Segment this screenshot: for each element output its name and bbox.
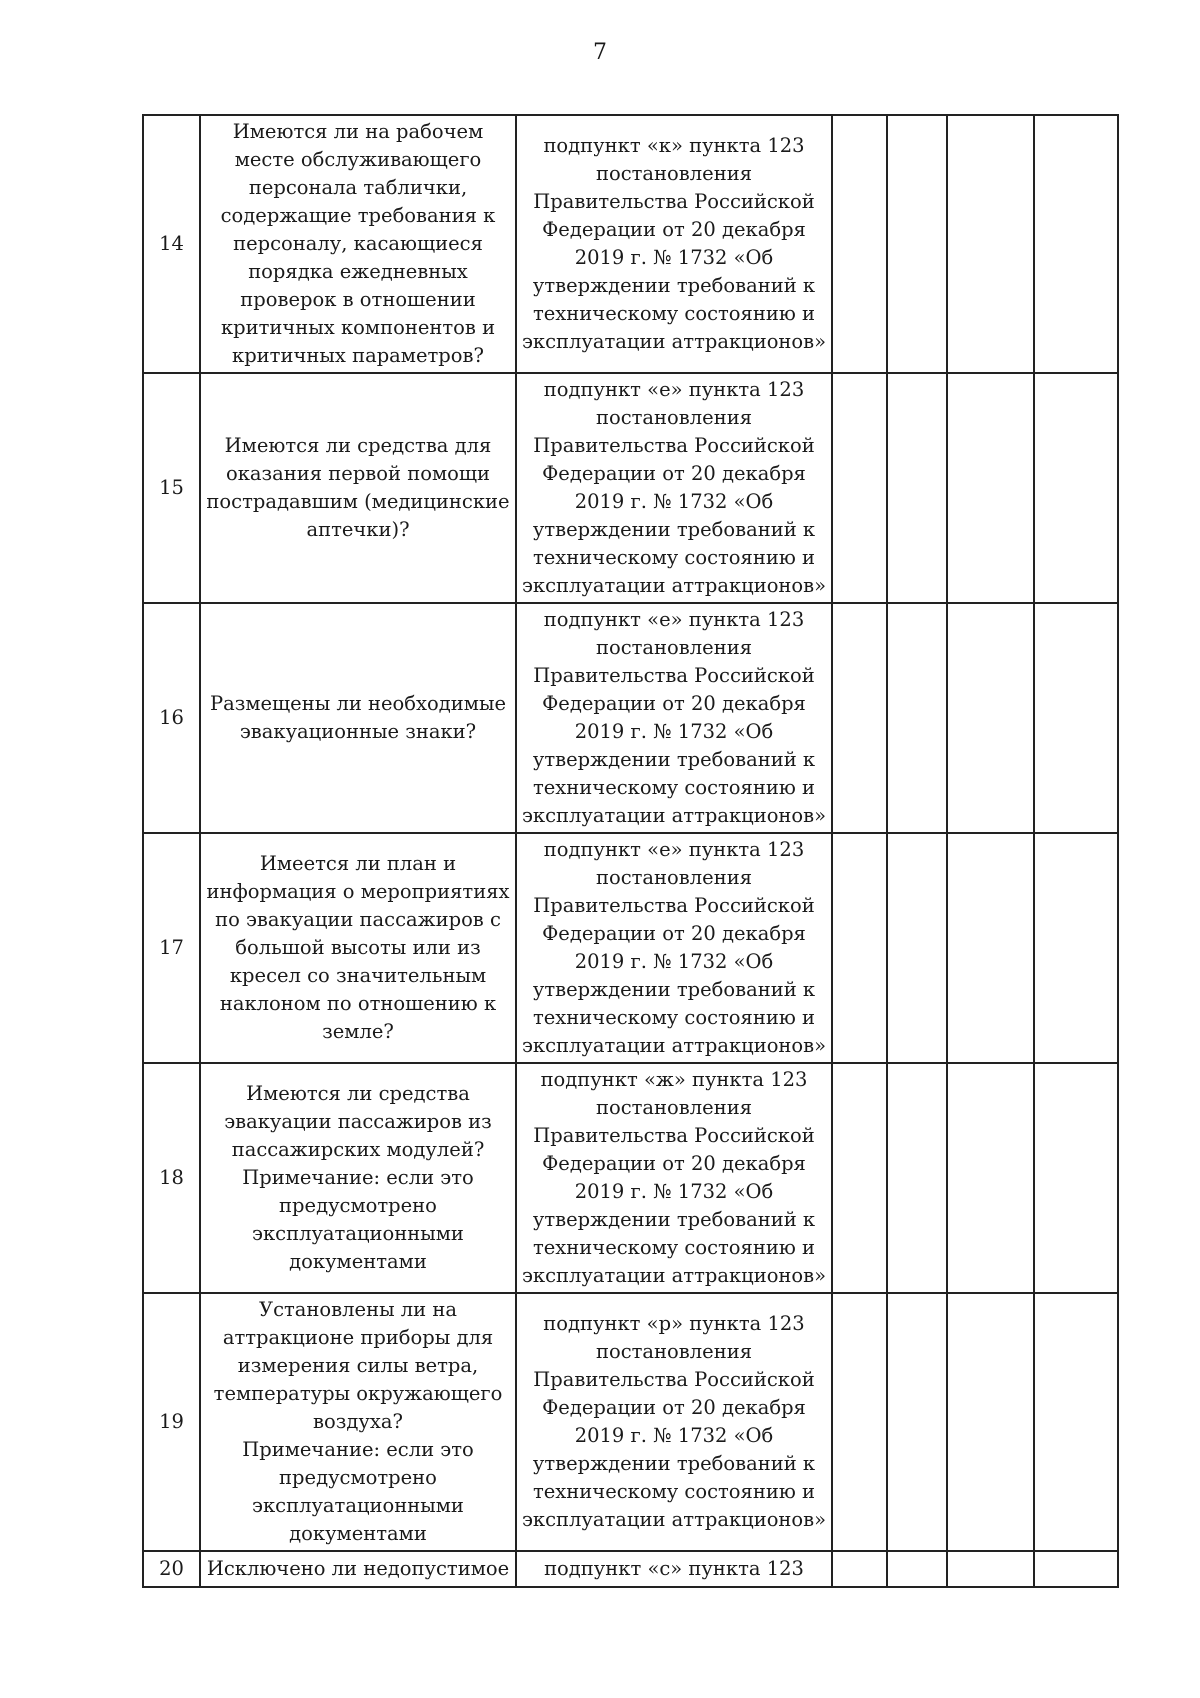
reference-text-line: постановления: [595, 1096, 752, 1119]
question-text-line: содержащие требования к: [220, 204, 496, 227]
reference-text-line: подпункт «р» пункта 123: [543, 1312, 805, 1335]
reference-text-line: эксплуатации аттракционов»: [522, 1264, 827, 1287]
not-applicable-cell: [947, 115, 1034, 373]
reference-cell: [516, 1063, 832, 1293]
question-text-line: большой высоты или из: [235, 936, 481, 959]
table-row: [143, 1551, 1118, 1587]
table-row: [143, 115, 1118, 373]
answer-no-cell: [887, 603, 947, 833]
question-text-line: воздуха?: [313, 1410, 403, 1433]
reference-text-line: Федерации от 20 декабря: [542, 692, 806, 715]
note-cell: [1034, 1293, 1118, 1551]
question-text-line: критичных компонентов и: [220, 316, 496, 339]
question-text-line: Имеются ли на рабочем: [232, 120, 484, 143]
answer-no-cell: [887, 373, 947, 603]
reference-text-line: 2019 г. № 1732 «Об: [574, 246, 774, 269]
question-text-line: предусмотрено: [279, 1466, 437, 1489]
question-text-line: пассажирских модулей?: [231, 1138, 485, 1161]
question-text-line: проверок в отношении: [240, 288, 476, 311]
answer-yes-cell: [832, 115, 887, 373]
reference-cell: [516, 1551, 832, 1587]
reference-text-line: Федерации от 20 декабря: [542, 462, 806, 485]
reference-text-line: техническому состоянию и: [532, 302, 816, 325]
question-text-line: пострадавшим (медицинские: [206, 490, 510, 513]
reference-text-line: подпункт «е» пункта 123: [543, 608, 805, 631]
reference-cell: [516, 833, 832, 1063]
not-applicable-cell: [947, 1293, 1034, 1551]
question-text-line: аптечки)?: [306, 518, 410, 541]
note-cell: [1034, 833, 1118, 1063]
reference-text-line: техническому состоянию и: [532, 1480, 816, 1503]
question-text-line: порядка ежедневных: [248, 260, 468, 283]
reference-text-line: Правительства Российской: [533, 190, 815, 213]
row-number: 17: [143, 833, 200, 1063]
row-number: 19: [143, 1293, 200, 1551]
note-cell: [1034, 373, 1118, 603]
answer-yes-cell: [832, 1551, 887, 1587]
reference-text-line: 2019 г. № 1732 «Об: [574, 490, 774, 513]
reference-text-line: постановления: [595, 866, 752, 889]
question-text-line: аттракционе приборы для: [222, 1326, 494, 1349]
question-text-line: информация о мероприятиях: [206, 880, 510, 903]
note-cell: [1034, 115, 1118, 373]
reference-text-line: эксплуатации аттракционов»: [522, 1034, 827, 1057]
reference-text-line: Федерации от 20 декабря: [542, 218, 806, 241]
question-text-line: эвакуационные знаки?: [239, 720, 477, 743]
question-text-line: Размещены ли необходимые: [209, 692, 507, 715]
reference-text-line: постановления: [595, 406, 752, 429]
page-number: 7: [593, 40, 607, 65]
question-text-line: кресел со значительным: [229, 964, 487, 987]
checklist-rows: [143, 115, 1118, 1587]
question-text-line: по эвакуации пассажиров с: [215, 908, 501, 931]
reference-text-line: подпункт «ж» пункта 123: [540, 1068, 808, 1091]
question-cell: [200, 603, 516, 833]
table-row: [143, 833, 1118, 1063]
reference-text-line: Федерации от 20 декабря: [542, 1152, 806, 1175]
question-text-line: месте обслуживающего: [234, 148, 482, 171]
not-applicable-cell: [947, 1551, 1034, 1587]
reference-text-line: 2019 г. № 1732 «Об: [574, 720, 774, 743]
note-cell: [1034, 603, 1118, 833]
question-text-line: Исключено ли недопустимое: [206, 1557, 510, 1580]
checklist-table: [142, 114, 1119, 1588]
reference-text-line: постановления: [595, 162, 752, 185]
question-text-line: оказания первой помощи: [225, 462, 490, 485]
answer-yes-cell: [832, 373, 887, 603]
answer-yes-cell: [832, 1293, 887, 1551]
question-text-line: температуры окружающего: [213, 1382, 503, 1405]
reference-text-line: Правительства Российской: [533, 434, 815, 457]
reference-text-line: эксплуатации аттракционов»: [522, 804, 827, 827]
reference-cell: [516, 1293, 832, 1551]
not-applicable-cell: [947, 373, 1034, 603]
table-row: [143, 1063, 1118, 1293]
not-applicable-cell: [947, 1063, 1034, 1293]
reference-cell: [516, 115, 832, 373]
answer-yes-cell: [832, 833, 887, 1063]
reference-text-line: 2019 г. № 1732 «Об: [574, 1180, 774, 1203]
row-number: 14: [143, 115, 200, 373]
reference-text-line: утверждении требований к: [532, 1452, 816, 1475]
reference-text-line: Федерации от 20 декабря: [542, 1396, 806, 1419]
reference-text-line: подпункт «е» пункта 123: [543, 838, 805, 861]
row-number: 20: [143, 1551, 200, 1587]
question-text-line: земле?: [322, 1020, 394, 1043]
reference-text-line: Правительства Российской: [533, 894, 815, 917]
reference-cell: [516, 603, 832, 833]
answer-no-cell: [887, 1551, 947, 1587]
question-text-line: документами: [289, 1522, 427, 1545]
table-row: [143, 1293, 1118, 1551]
question-cell: [200, 373, 516, 603]
reference-text-line: постановления: [595, 1340, 752, 1363]
question-text-line: критичных параметров?: [232, 344, 484, 367]
row-number: 18: [143, 1063, 200, 1293]
answer-yes-cell: [832, 1063, 887, 1293]
question-text-line: персонала таблички,: [248, 176, 468, 199]
question-text-line: Имеется ли план и: [259, 852, 457, 875]
reference-text-line: утверждении требований к: [532, 518, 816, 541]
question-text-line: эксплуатационными: [252, 1494, 464, 1517]
reference-text-line: эксплуатации аттракционов»: [522, 330, 827, 353]
question-text-line: Примечание: если это: [242, 1166, 474, 1189]
question-text-line: Имеются ли средства: [246, 1082, 470, 1105]
question-text-line: предусмотрено: [279, 1194, 437, 1217]
row-number: 16: [143, 603, 200, 833]
reference-text-line: утверждении требований к: [532, 748, 816, 771]
question-cell: [200, 1063, 516, 1293]
table-row: [143, 603, 1118, 833]
reference-text-line: подпункт «к» пункта 123: [543, 134, 805, 157]
reference-text-line: подпункт «е» пункта 123: [543, 378, 805, 401]
answer-no-cell: [887, 1293, 947, 1551]
reference-text-line: утверждении требований к: [532, 1208, 816, 1231]
question-text-line: документами: [289, 1250, 427, 1273]
reference-text-line: Правительства Российской: [533, 1124, 815, 1147]
question-cell: [200, 1293, 516, 1551]
question-cell: [200, 115, 516, 373]
question-text-line: Установлены ли на: [259, 1298, 457, 1321]
question-cell: [200, 833, 516, 1063]
note-cell: [1034, 1063, 1118, 1293]
reference-text-line: техническому состоянию и: [532, 1236, 816, 1259]
answer-no-cell: [887, 833, 947, 1063]
reference-text-line: подпункт «с» пункта 123: [544, 1557, 804, 1580]
reference-text-line: эксплуатации аттракционов»: [522, 1508, 827, 1531]
reference-text-line: Федерации от 20 декабря: [542, 922, 806, 945]
row-number: 15: [143, 373, 200, 603]
answer-no-cell: [887, 115, 947, 373]
answer-no-cell: [887, 1063, 947, 1293]
reference-text-line: техническому состоянию и: [532, 776, 816, 799]
question-text-line: наклоном по отношению к: [219, 992, 497, 1015]
reference-text-line: Правительства Российской: [533, 664, 815, 687]
reference-cell: [516, 373, 832, 603]
reference-text-line: 2019 г. № 1732 «Об: [574, 1424, 774, 1447]
question-cell: [200, 1551, 516, 1587]
reference-text-line: утверждении требований к: [532, 978, 816, 1001]
reference-text-line: 2019 г. № 1732 «Об: [574, 950, 774, 973]
question-text-line: персоналу, касающиеся: [233, 232, 483, 255]
note-cell: [1034, 1551, 1118, 1587]
answer-yes-cell: [832, 603, 887, 833]
question-text-line: измерения силы ветра,: [237, 1354, 479, 1377]
question-text-line: эвакуации пассажиров из: [224, 1110, 492, 1133]
question-text-line: Имеются ли средства для: [224, 434, 492, 457]
not-applicable-cell: [947, 833, 1034, 1063]
table-row: [143, 373, 1118, 603]
not-applicable-cell: [947, 603, 1034, 833]
reference-text-line: техническому состоянию и: [532, 1006, 816, 1029]
reference-text-line: Правительства Российской: [533, 1368, 815, 1391]
question-text-line: эксплуатационными: [252, 1222, 464, 1245]
reference-text-line: эксплуатации аттракционов»: [522, 574, 827, 597]
reference-text-line: постановления: [595, 636, 752, 659]
question-text-line: Примечание: если это: [242, 1438, 474, 1461]
reference-text-line: утверждении требований к: [532, 274, 816, 297]
reference-text-line: техническому состоянию и: [532, 546, 816, 569]
